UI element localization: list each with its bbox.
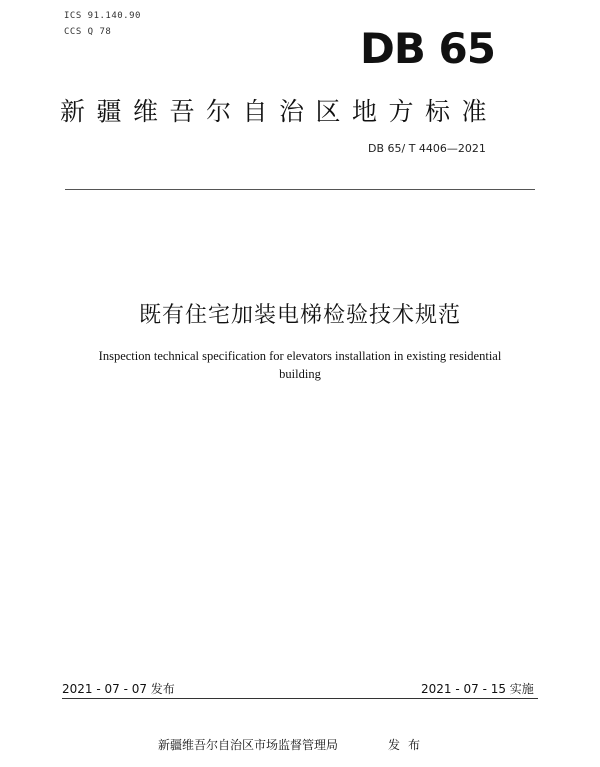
publisher-name: 新疆维吾尔自治区市场监督管理局 — [158, 738, 339, 752]
top-divider — [65, 189, 535, 190]
implementation-date: 2021 - 07 - 15 实施 — [421, 682, 534, 696]
ccs-code: CCS Q 78 — [64, 27, 112, 37]
db-logo: DB 65 — [360, 24, 495, 73]
ics-code: ICS 91.140.90 — [64, 11, 141, 21]
standard-type-heading: 新疆维吾尔自治区地方标准 — [60, 97, 499, 126]
publish-label: 发布 — [388, 738, 429, 752]
title-chinese: 既有住宅加装电梯检验技术规范 — [138, 303, 461, 328]
document-number: DB 65/ T 4406—2021 — [368, 142, 486, 155]
issue-date: 2021 - 07 - 07 发布 — [62, 682, 175, 696]
title-english-line-1: Inspection technical specification for elevators installation in existing residential — [98, 349, 502, 363]
bottom-divider — [62, 698, 538, 699]
title-english — [40, 347, 560, 383]
title-english-line-2: building — [279, 367, 321, 381]
